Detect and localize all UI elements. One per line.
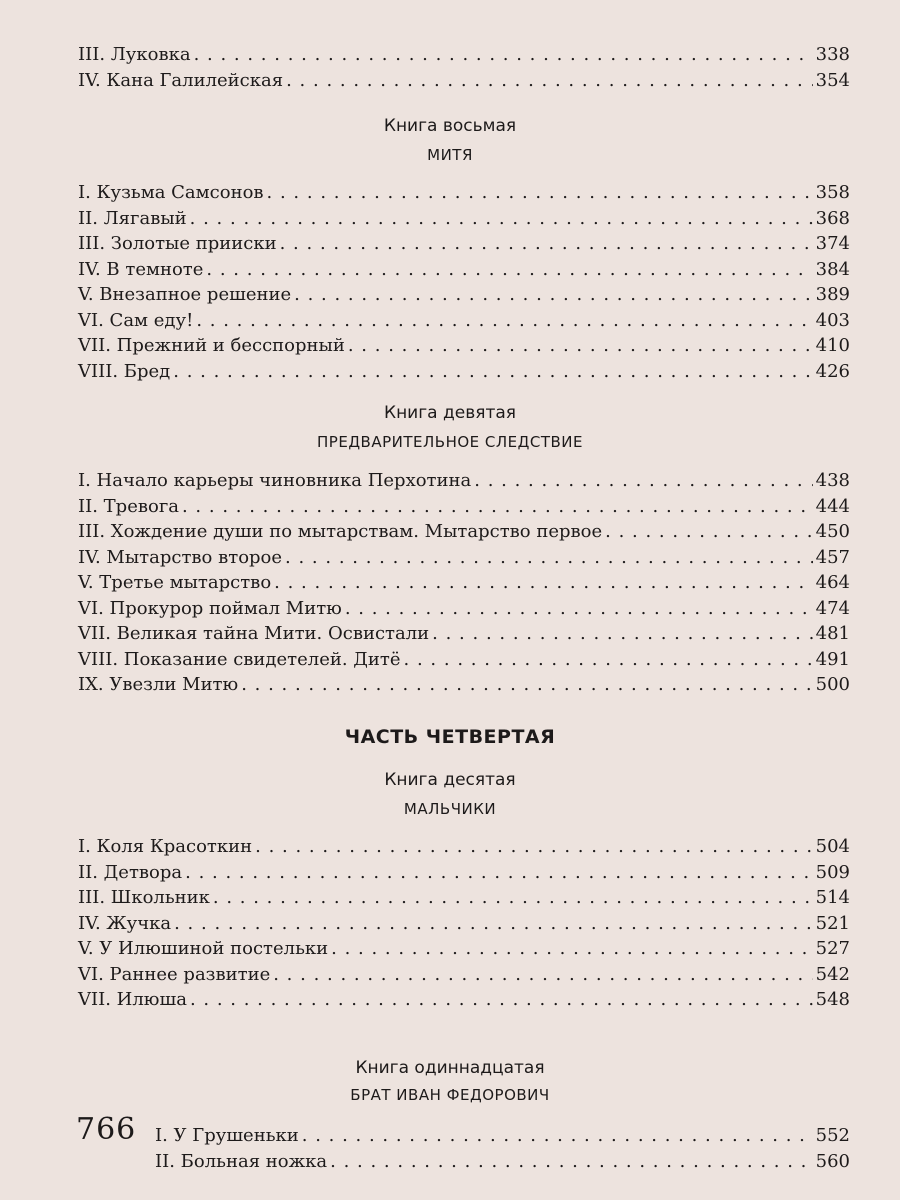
- toc-entry-page: 457: [815, 546, 850, 568]
- toc-entry-page: 438: [815, 470, 850, 491]
- toc-entry: [78, 545, 850, 571]
- toc-entry: [78, 308, 850, 334]
- book-subtitle: ПРЕДВАРИТЕЛЬНОЕ СЛЕДСТВИЕ: [317, 433, 583, 451]
- toc-entry-page: 374: [815, 233, 850, 254]
- toc-entry: [78, 647, 850, 673]
- toc-entry-title: IV. Мытарство второе: [78, 546, 283, 568]
- toc-entry: [78, 570, 850, 596]
- dot-leader: [474, 468, 812, 494]
- toc-entry-page: 521: [815, 912, 850, 934]
- dot-leader: [182, 494, 813, 520]
- dot-leader: [190, 206, 813, 232]
- dot-leader: [241, 672, 812, 698]
- toc-entry: [78, 333, 850, 359]
- toc-entry-page: 426: [815, 360, 850, 382]
- toc-entry-title: VII. Великая тайна Мити. Освистали: [78, 623, 430, 644]
- toc-section-book10: [78, 834, 850, 1013]
- dot-leader: [267, 180, 813, 206]
- toc-entry: [78, 468, 850, 494]
- toc-entry-title: V. У Илюшиной постельки: [78, 938, 329, 959]
- toc-entry-title: V. Третье мытарство: [78, 572, 272, 593]
- book-subtitle: МИТЯ: [427, 146, 473, 164]
- toc-entry-page: 509: [815, 861, 850, 883]
- toc-entry-page: 491: [815, 648, 850, 670]
- toc-entry: [78, 519, 850, 545]
- toc-entry-title: IX. Увезли Митю: [78, 674, 239, 695]
- dot-leader: [330, 1149, 812, 1175]
- toc-entry: [78, 231, 850, 257]
- dot-leader: [432, 621, 812, 647]
- dot-leader: [185, 860, 813, 886]
- toc-entry-page: 481: [815, 623, 850, 644]
- toc-entry-page: 542: [815, 963, 850, 985]
- toc-entry-page: 338: [815, 44, 850, 65]
- toc-entry-title: IV. Жучка: [78, 912, 172, 934]
- toc-entry: [155, 1149, 850, 1175]
- toc-entry-title: III. Хождение души по мытарствам. Мытарство первое: [78, 521, 603, 542]
- toc-entry: [78, 860, 850, 886]
- dot-leader: [285, 545, 813, 571]
- toc-entry-title: I. Кузьма Самсонов: [78, 182, 264, 203]
- toc-entry-page: 464: [815, 572, 850, 593]
- toc-entry-title: II. Детвора: [78, 861, 183, 883]
- dot-leader: [274, 570, 812, 596]
- toc-entry-page: 527: [815, 938, 850, 959]
- toc-entry-title: VIII. Показание свидетелей. Дитё: [78, 648, 401, 670]
- toc-entry-title: VI. Прокурор поймал Митю: [78, 597, 342, 619]
- toc-entry-page: 514: [815, 887, 850, 908]
- dot-leader: [174, 911, 813, 937]
- toc-entry: [78, 621, 850, 647]
- toc-entry: [78, 206, 850, 232]
- dot-leader: [280, 231, 813, 257]
- toc-entry: [78, 911, 850, 937]
- book-subtitle: МАЛЬЧИКИ: [403, 800, 497, 818]
- dot-leader: [194, 42, 813, 68]
- dot-leader: [605, 519, 812, 545]
- dot-leader: [294, 282, 813, 308]
- toc-entry-page: 384: [815, 258, 850, 280]
- toc-entry-page: 560: [815, 1150, 850, 1172]
- toc-entry-title: VI. Раннее развитие: [78, 963, 271, 985]
- book-subtitle: БРАТ ИВАН ФЕДОРОВИЧ: [350, 1086, 550, 1104]
- toc-entry-title: IV. Кана Галилейская: [78, 69, 284, 91]
- dot-leader: [345, 596, 813, 622]
- dot-leader: [190, 987, 813, 1013]
- toc-entry-title: I. Начало карьеры чиновника Перхотина: [78, 470, 472, 491]
- dot-leader: [404, 647, 813, 673]
- toc-section-book9: [78, 468, 850, 698]
- toc-entry: [155, 1123, 850, 1149]
- toc-section-book8: [78, 180, 850, 384]
- dot-leader: [196, 308, 812, 334]
- toc-entry-title: I. Коля Красоткин: [78, 836, 253, 857]
- toc-section-book11: [155, 1123, 850, 1174]
- toc-entry-page: 389: [815, 284, 850, 305]
- toc-entry-title: I. У Грушеньки: [155, 1125, 299, 1146]
- book-heading: Книга одиннадцатая: [355, 1058, 545, 1078]
- toc-entry: [78, 359, 850, 385]
- book-heading: Книга девятая: [384, 403, 516, 423]
- toc-entry: [78, 494, 850, 520]
- toc-entry-page: 368: [815, 207, 850, 229]
- toc-entry-title: VII. Прежний и бесспорный: [78, 335, 345, 356]
- dot-leader: [206, 257, 812, 283]
- toc-entry-title: V. Внезапное решение: [78, 284, 292, 305]
- toc-entry: [78, 962, 850, 988]
- toc-entry-page: 354: [815, 69, 850, 91]
- dot-leader: [213, 885, 813, 911]
- toc-entry: [78, 885, 850, 911]
- toc-entry: [78, 282, 850, 308]
- toc-entry: [78, 42, 850, 68]
- toc-entry: [78, 257, 850, 283]
- dot-leader: [255, 834, 813, 860]
- toc-entry: [78, 180, 850, 206]
- dot-leader: [331, 936, 813, 962]
- dot-leader: [173, 359, 812, 385]
- toc-entry-page: 410: [815, 335, 850, 356]
- toc-entry: [78, 987, 850, 1013]
- dot-leader: [348, 333, 813, 359]
- page-number: 766: [76, 1112, 137, 1147]
- toc-entry-title: IV. В темноте: [78, 258, 204, 280]
- toc-entry-page: 403: [815, 309, 850, 331]
- toc-entry-title: III. Школьник: [78, 887, 210, 908]
- book-heading: Книга восьмая: [383, 116, 517, 136]
- book-heading: Книга десятая: [384, 770, 516, 790]
- toc-entry-title: III. Золотые прииски: [78, 233, 277, 254]
- toc-entry-page: 474: [815, 597, 850, 619]
- toc-entry-page: 358: [815, 182, 850, 203]
- dot-leader: [302, 1123, 813, 1149]
- toc-entry: [78, 68, 850, 94]
- toc-entry: [78, 672, 850, 698]
- toc-entry-page: 444: [815, 495, 850, 517]
- dot-leader: [273, 962, 812, 988]
- toc-entry-title: VIII. Бред: [78, 360, 171, 382]
- toc-entry: [78, 596, 850, 622]
- toc-entry-title: III. Луковка: [78, 44, 191, 65]
- toc-section-top: [78, 42, 850, 93]
- toc-entry: [78, 834, 850, 860]
- toc-entry-page: 548: [815, 989, 850, 1010]
- dot-leader: [286, 68, 813, 94]
- part-heading: ЧАСТЬ ЧЕТВЕРТАЯ: [344, 726, 556, 748]
- toc-entry-title: II. Тревога: [78, 495, 179, 517]
- toc-entry-title: II. Больная ножка: [155, 1150, 328, 1172]
- toc-entry-page: 552: [815, 1125, 850, 1146]
- toc-entry-title: II. Лягавый: [78, 207, 187, 229]
- toc-entry-title: VII. Илюша: [78, 989, 187, 1010]
- toc-entry-page: 504: [815, 836, 850, 857]
- toc-entry: [78, 936, 850, 962]
- toc-entry-title: VI. Сам еду!: [78, 309, 194, 331]
- toc-entry-page: 500: [815, 674, 850, 695]
- toc-entry-page: 450: [815, 521, 850, 542]
